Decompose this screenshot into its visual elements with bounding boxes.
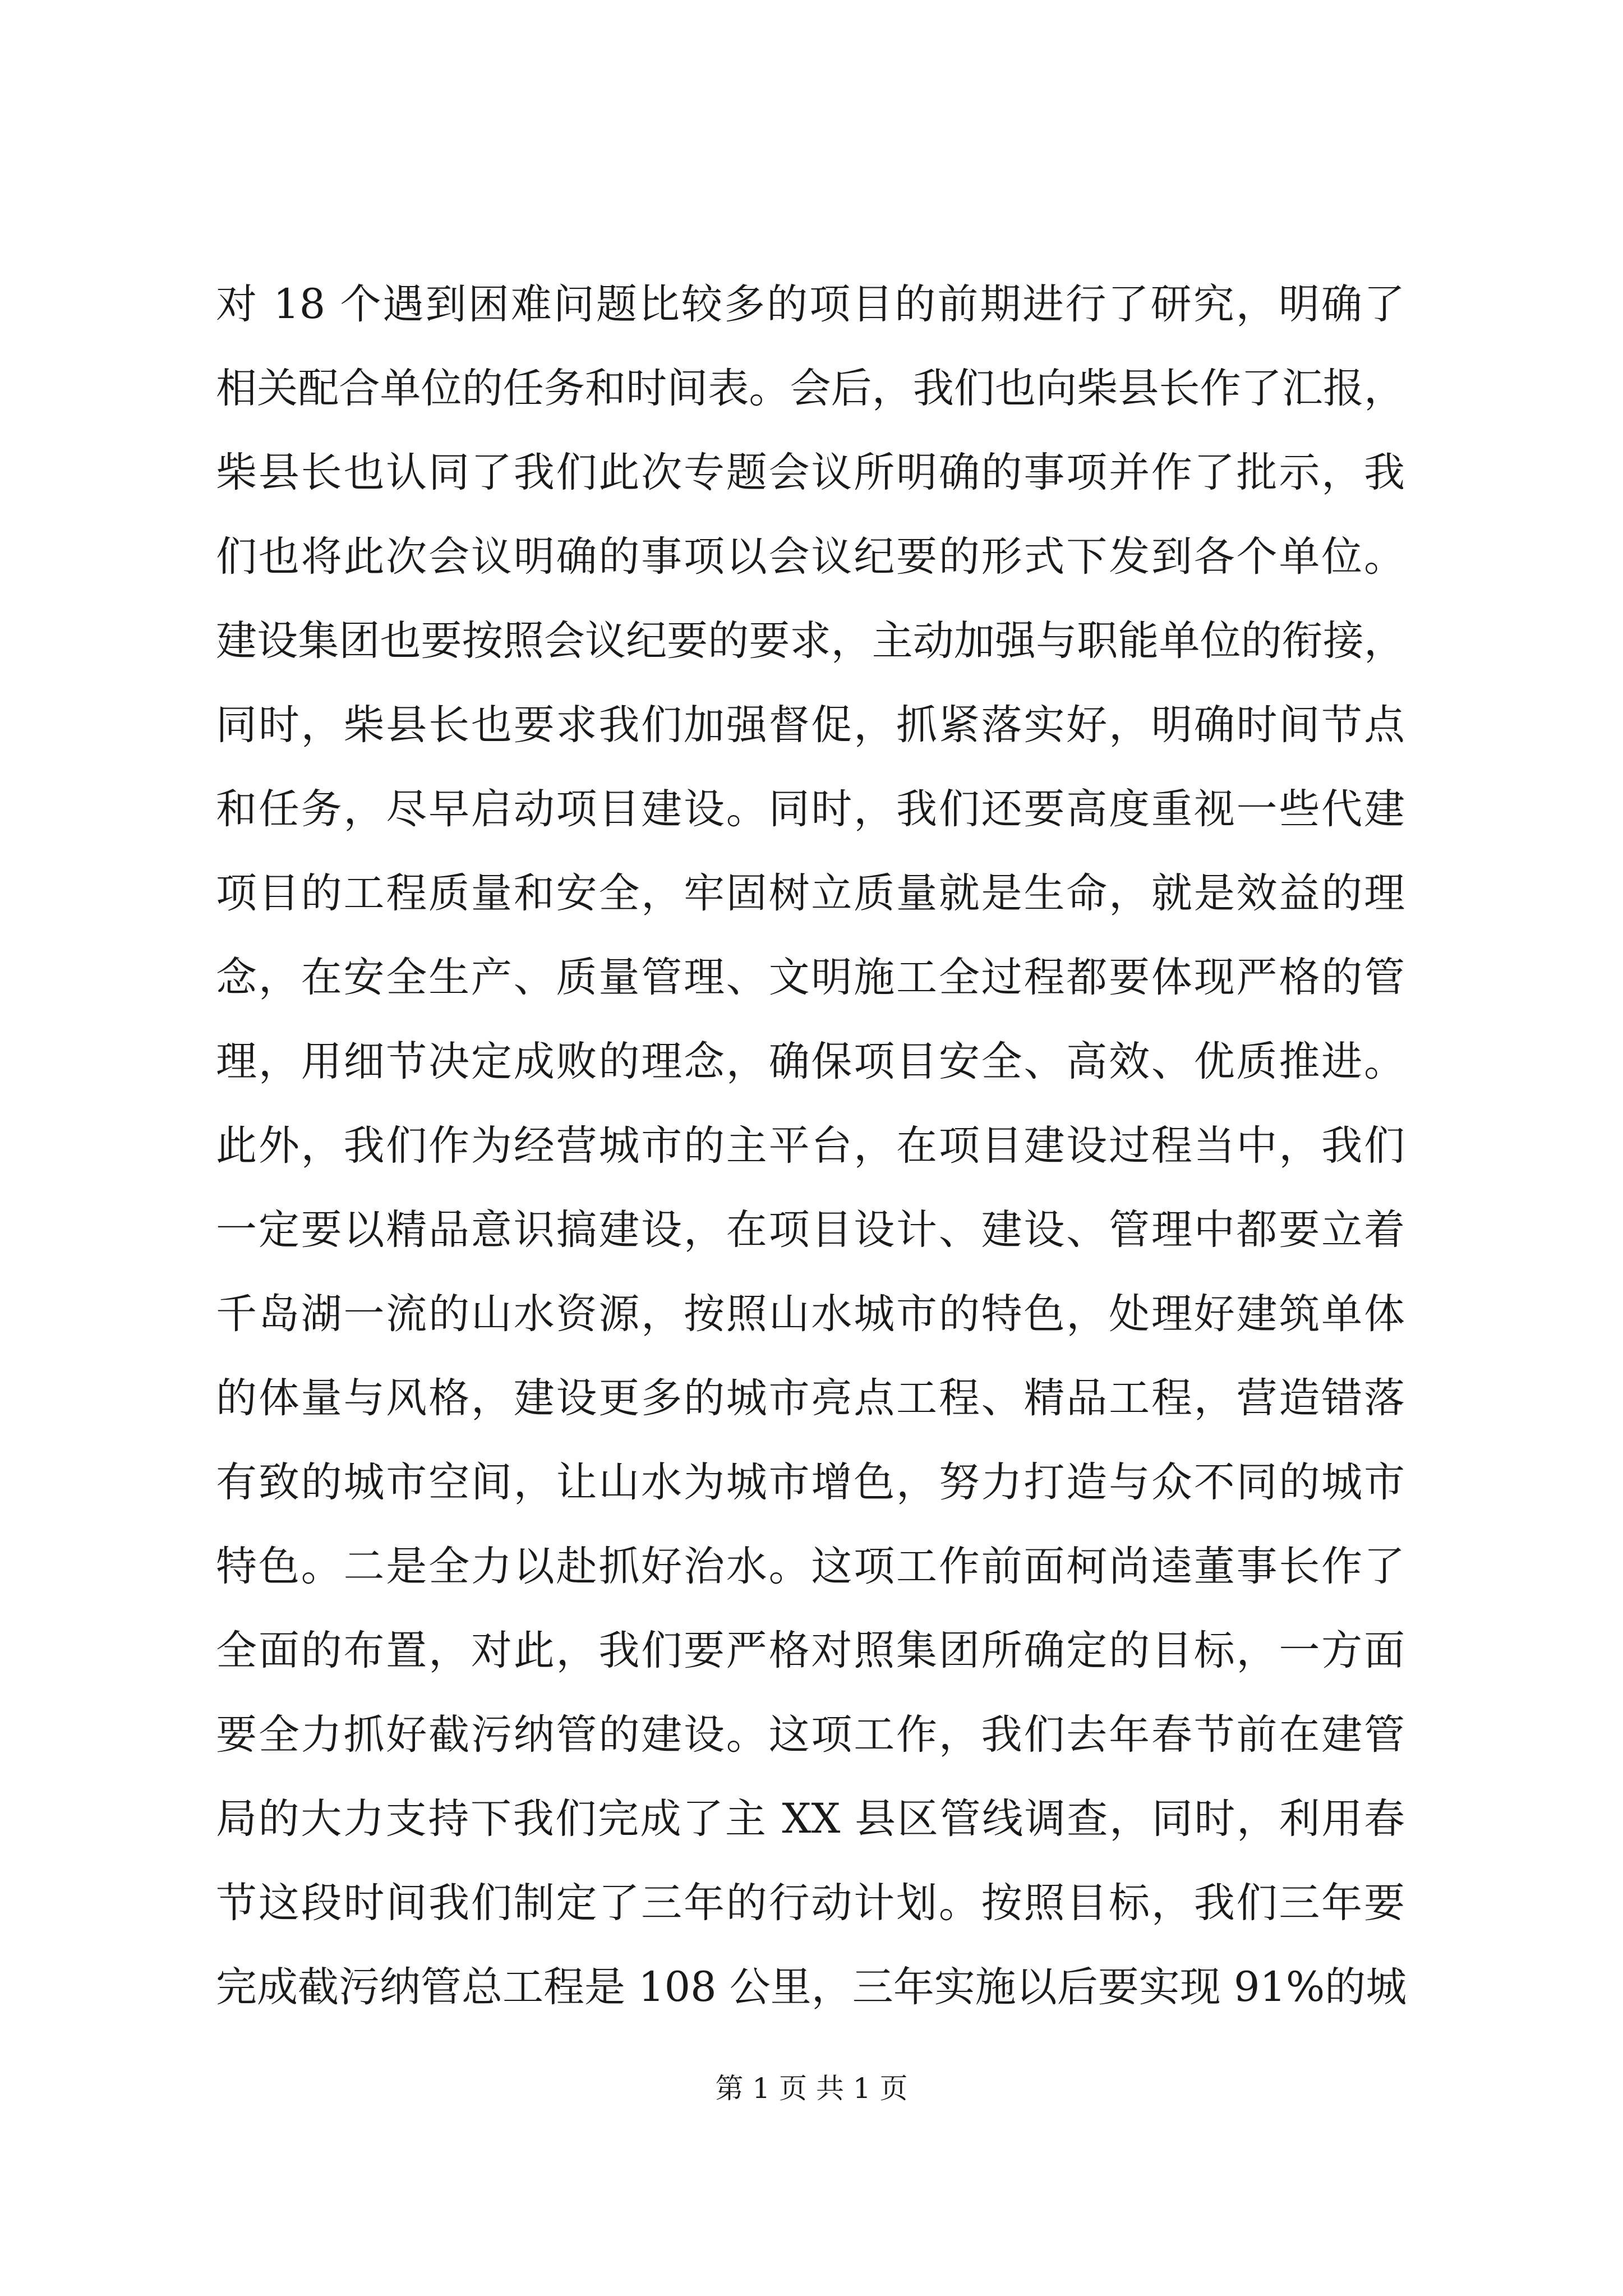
text-line: 项目的工程质量和安全，牢固树立质量就是生命，就是效益的理 [216,869,1405,917]
text-line: 和任务，尽早启动项目建设。同时，我们还要高度重视一些代建 [216,785,1405,833]
text-line: 全面的布置，对此，我们要严格对照集团所确定的目标，一方面 [216,1627,1405,1674]
text-line: 理，用细节决定成败的理念，确保项目安全、高效、优质推进。 [216,1038,1405,1085]
text-line: 完成截污纳管总工程是 108 公里，三年实施以后要实现 91%的城 [216,1963,1407,2011]
text-line: 的体量与风格，建设更多的城市亮点工程、精品工程，营造错落 [216,1374,1405,1422]
text-line: 建设集团也要按照会议纪要的要求，主动加强与职能单位的衔接， [216,617,1405,665]
text-line: 念，在安全生产、质量管理、文明施工全过程都要体现严格的管 [216,954,1405,1001]
text-line: 局的大力支持下我们完成了主 XX 县区管线调查，同时，利用春 [216,1795,1405,1843]
text-line: 柴县长也认同了我们此次专题会议所明确的事项并作了批示，我 [216,449,1405,496]
text-line: 要全力抓好截污纳管的建设。这项工作，我们去年春节前在建管 [216,1711,1405,1759]
text-line: 同时，柴县长也要求我们加强督促，抓紧落实好，明确时间节点 [216,701,1405,749]
body-paragraph [216,263,1405,2030]
text-line: 相关配合单位的任务和时间表。会后，我们也向柴县长作了汇报， [216,365,1405,412]
text-line: 对 18 个遇到困难问题比较多的项目的前期进行了研究，明确了 [216,280,1405,328]
page-footer: 第 1 页 共 1 页 [715,2072,908,2105]
text-line: 一定要以精品意识搞建设，在项目设计、建设、管理中都要立着 [216,1206,1405,1254]
text-line: 此外，我们作为经营城市的主平台，在项目建设过程当中，我们 [216,1122,1405,1170]
text-line: 特色。二是全力以赴抓好治水。这项工作前面柯尚逵董事长作了 [216,1543,1405,1590]
text-line: 有致的城市空间，让山水为城市增色，努力打造与众不同的城市 [216,1458,1405,1506]
text-line: 千岛湖一流的山水资源，按照山水城市的特色，处理好建筑单体 [216,1290,1405,1338]
text-line: 们也将此次会议明确的事项以会议纪要的形式下发到各个单位。 [216,533,1405,581]
text-line: 节这段时间我们制定了三年的行动计划。按照目标，我们三年要 [216,1879,1405,1927]
